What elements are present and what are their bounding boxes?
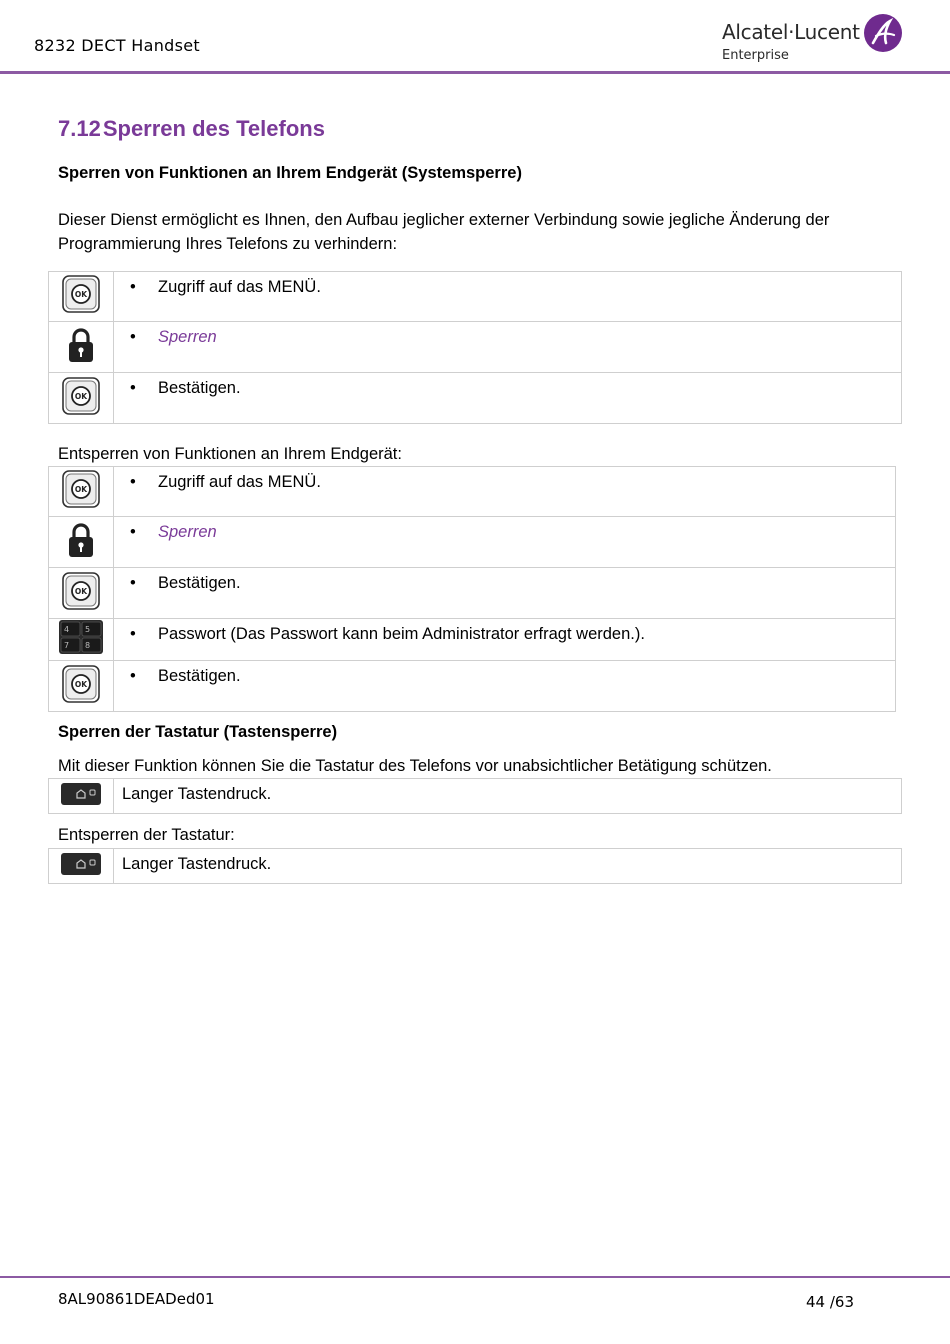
section-number: 7.12 <box>58 116 101 141</box>
home-lock-key-icon <box>61 853 101 875</box>
step-icon-cell <box>49 568 114 619</box>
step-text-cell: • Sperren <box>114 517 896 568</box>
svg-text:8: 8 <box>85 641 91 650</box>
step-icon-cell <box>49 272 114 322</box>
step-text-cell <box>114 849 902 884</box>
table-row <box>49 373 902 424</box>
step-text: Langer Tastendruck. <box>122 785 272 803</box>
svg-text:7: 7 <box>64 641 70 650</box>
step-text-cell: • Sperren <box>114 322 902 373</box>
table-row <box>49 467 896 517</box>
svg-text:5: 5 <box>85 625 91 634</box>
step-text-cell <box>114 779 902 814</box>
alcatel-lucent-logo <box>722 14 912 66</box>
step-icon-cell <box>49 619 114 661</box>
table-row <box>49 517 896 568</box>
step-icon-cell <box>49 661 114 712</box>
svg-text:OK: OK <box>74 586 88 596</box>
keyboard-lock-table <box>48 778 902 814</box>
padlock-icon <box>66 326 96 364</box>
step-icon-cell <box>49 517 114 568</box>
footer-rule <box>0 1276 950 1278</box>
logo-name: Alcatel·Lucent <box>722 20 860 44</box>
keyboard-unlock-table <box>48 848 902 884</box>
table-row <box>49 322 902 373</box>
table-row <box>49 272 902 322</box>
document-header-title: 8232 DECT Handset <box>34 36 200 55</box>
sperren-menu-link[interactable]: Sperren <box>158 523 217 541</box>
keyboard-lock-heading: Sperren der Tastatur (Tastensperre) <box>58 723 338 741</box>
section-heading <box>58 116 325 142</box>
step-text: Bestätigen. <box>158 667 241 685</box>
table-row <box>49 779 902 814</box>
ok-key-icon <box>62 275 100 313</box>
step-text-cell: • Bestätigen. <box>114 568 896 619</box>
logo-emblem-icon <box>864 14 902 52</box>
padlock-icon <box>66 521 96 559</box>
page-number: 44 /63 <box>806 1293 854 1311</box>
ok-key-icon <box>62 665 100 703</box>
unlock-steps-table <box>48 466 896 712</box>
home-lock-key-icon <box>61 783 101 805</box>
table-row <box>49 619 896 661</box>
keyboard-lock-intro: Mit dieser Funktion können Sie die Tastatur des Telefons vor unabsichtlicher Betätigung schützen. <box>58 757 772 775</box>
svg-text:OK: OK <box>74 485 88 494</box>
step-text: Bestätigen. <box>158 574 241 592</box>
svg-text:OK: OK <box>74 290 88 299</box>
keyboard-unlock-intro: Entsperren der Tastatur: <box>58 826 235 844</box>
table-row <box>49 568 896 619</box>
step-icon-cell <box>49 467 114 517</box>
step-text: Passwort (Das Passwort kann beim Administrator erfragt werden.). <box>158 625 645 643</box>
sperren-menu-link[interactable]: Sperren <box>158 328 217 346</box>
step-text: Bestätigen. <box>158 379 241 397</box>
step-text: Zugriff auf das MENÜ. <box>158 278 321 296</box>
step-text-cell: • Zugriff auf das MENÜ. <box>114 272 902 322</box>
step-text-cell: • Bestätigen. <box>114 373 902 424</box>
lock-steps-table <box>48 271 902 424</box>
step-text-cell: • Zugriff auf das MENÜ. <box>114 467 896 517</box>
svg-text:OK: OK <box>74 391 88 401</box>
svg-text:OK: OK <box>74 679 88 689</box>
step-icon-cell <box>49 849 114 884</box>
step-icon-cell <box>49 373 114 424</box>
unlock-functions-intro: Entsperren von Funktionen an Ihrem Endgerät: <box>58 445 402 463</box>
svg-text:4: 4 <box>64 625 70 634</box>
lock-functions-intro: Dieser Dienst ermöglicht es Ihnen, den Aufbau jeglicher externer Verbindung sowie jegliche Änderung der Programmierung Ihres Telefons zu verhindern: <box>58 211 830 253</box>
lock-functions-heading: Sperren von Funktionen an Ihrem Endgerät (Systemsperre) <box>58 164 522 182</box>
table-row <box>49 661 896 712</box>
step-text: Zugriff auf das MENÜ. <box>158 473 321 491</box>
logo-subtitle: Enterprise <box>722 48 789 63</box>
keypad-icon <box>59 620 103 654</box>
step-text: Langer Tastendruck. <box>122 855 272 873</box>
section-title: Sperren des Telefons <box>102 116 325 141</box>
step-icon-cell <box>49 779 114 814</box>
table-row <box>49 849 902 884</box>
step-text-cell: • Passwort (Das Passwort kann beim Administrator erfragt werden.). <box>114 619 896 661</box>
step-text-cell: • Bestätigen. <box>114 661 896 712</box>
ok-key-icon <box>62 470 100 508</box>
header-rule <box>0 71 950 74</box>
step-icon-cell <box>49 322 114 373</box>
document-id: 8AL90861DEADed01 <box>58 1290 215 1308</box>
ok-key-icon <box>62 572 100 610</box>
ok-key-icon <box>62 377 100 415</box>
